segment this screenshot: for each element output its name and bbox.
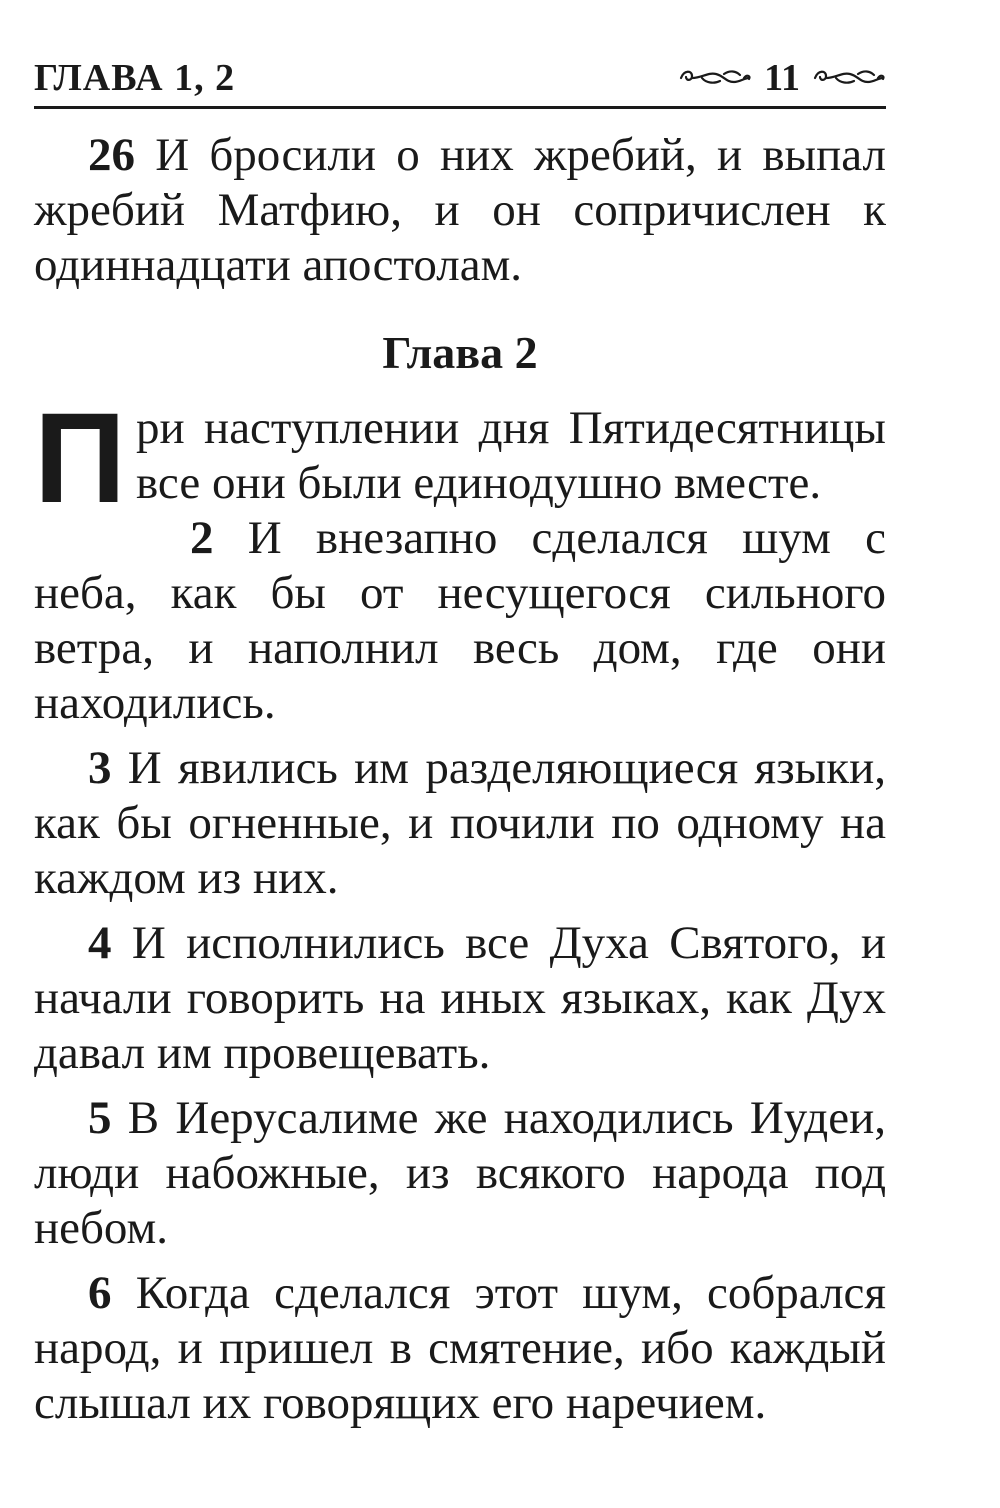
verse-text: Когда сделался этот шум, собрался народ, и пришел в смятение, ибо каждый слышал их говорящих его наречием. bbox=[34, 1267, 886, 1429]
verse-text: И бросили о них жребий, и выпал жребий Матфию, и он сопричислен к одиннадцати апостолам. bbox=[34, 129, 887, 291]
verse-number: 6 bbox=[88, 1267, 112, 1319]
running-header bbox=[34, 40, 886, 106]
verse-5 bbox=[34, 1091, 886, 1256]
header-rule bbox=[34, 106, 886, 109]
scroll-flourish-icon bbox=[812, 65, 886, 91]
drop-cap: П bbox=[34, 387, 126, 530]
verse-26 bbox=[34, 128, 886, 293]
verse-number: 4 bbox=[88, 917, 112, 969]
verse-4 bbox=[34, 916, 886, 1081]
verse-number: 2 bbox=[190, 512, 214, 564]
verse-3 bbox=[34, 741, 886, 906]
verse-2 bbox=[34, 511, 886, 731]
verse-text: И исполнились все Духа Святого, и начали говорить на иных языках, как Дух давал им провещевать. bbox=[34, 917, 886, 1079]
page-number: 11 bbox=[764, 57, 800, 99]
scroll-flourish-icon bbox=[678, 65, 752, 91]
verse-number: 26 bbox=[88, 129, 135, 181]
verse-text: И явились им разделяющиеся языки, как бы огненные, и почили по одному на каждом из них. bbox=[34, 742, 886, 904]
verse-number: 3 bbox=[88, 742, 112, 794]
verse-text: ри наступлении дня Пятидесятницы все они были единодушно вместе. bbox=[136, 402, 886, 509]
running-title: ГЛАВА 1, 2 bbox=[34, 57, 236, 99]
page-number-group bbox=[678, 58, 886, 98]
verse-text: В Иерусалиме же находились Иудеи, люди набожные, из всякого народа под небом. bbox=[34, 1092, 886, 1254]
verse-number: 5 bbox=[88, 1092, 112, 1144]
body-text bbox=[34, 128, 886, 1431]
book-page bbox=[34, 40, 887, 1429]
verse-text: И внезапно сделался шум с неба, как бы от несущегося сильного ветра, и наполнил весь дом, где они находились. bbox=[34, 512, 887, 729]
verse-1 bbox=[34, 387, 886, 530]
chapter-heading: Глава 2 bbox=[382, 327, 538, 378]
verse-6 bbox=[34, 1266, 886, 1431]
